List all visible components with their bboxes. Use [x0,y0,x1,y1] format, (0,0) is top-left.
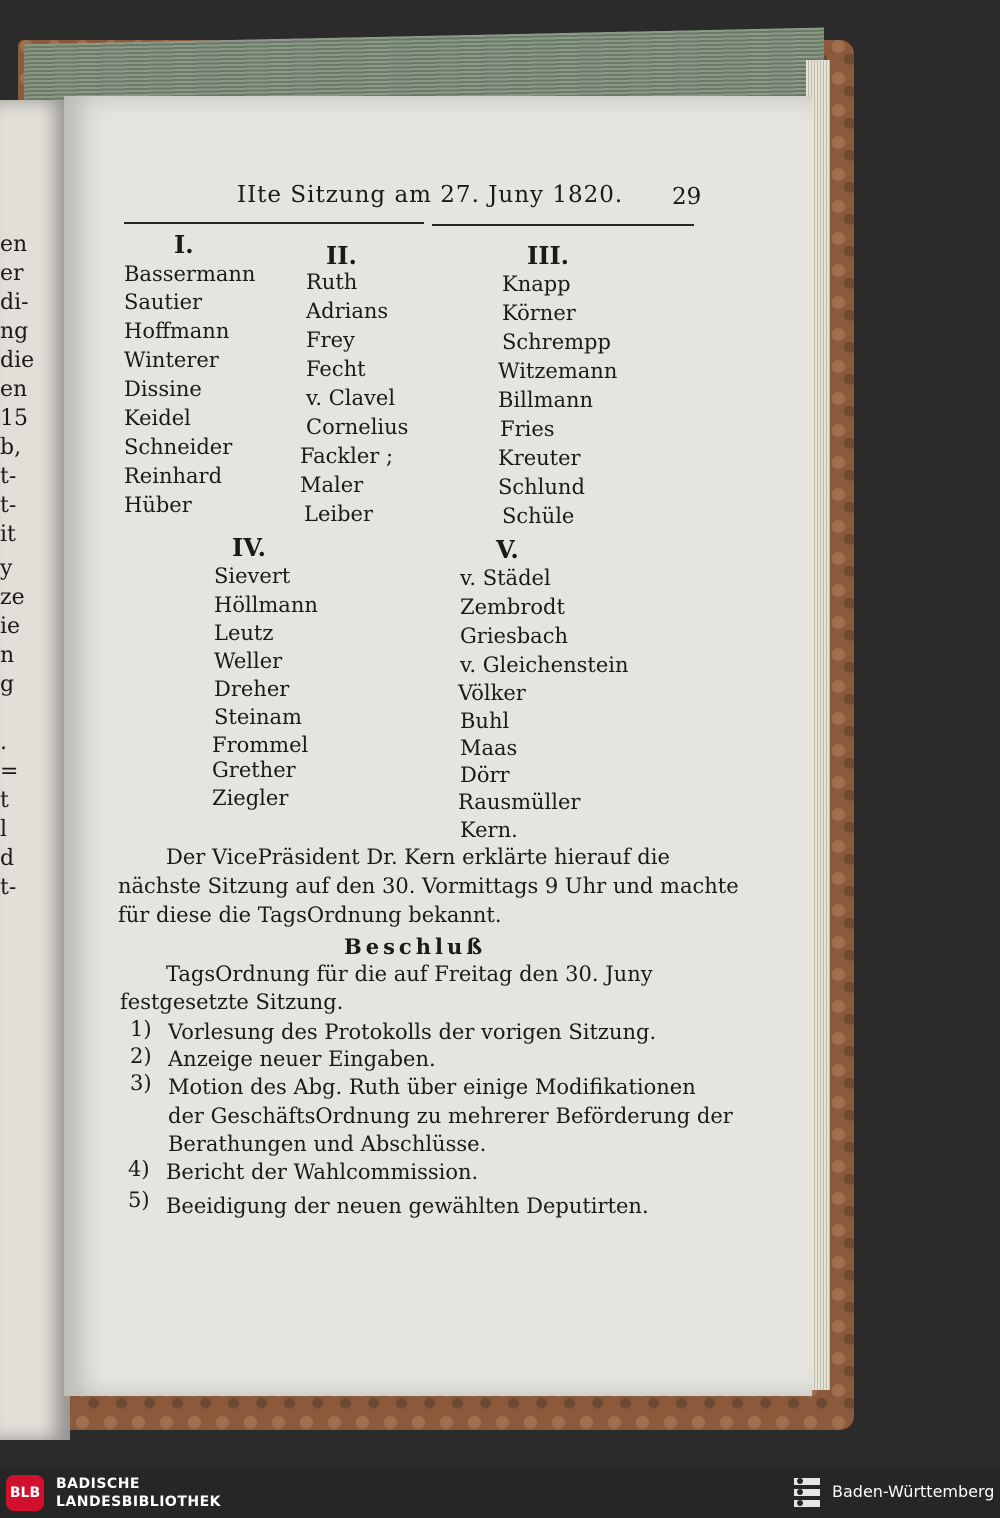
member-name: v. Gleichenstein [460,653,629,677]
member-name: Griesbach [460,624,568,648]
column-numeral: II. [326,241,357,270]
member-name: Schneider [124,435,233,459]
member-name: Grether [212,758,296,782]
member-name: Leutz [214,621,274,645]
agenda-line: Vorlesung des Protokolls der vorigen Sitzung. [168,1020,657,1044]
footer-bar [0,1468,1000,1518]
member-name: Leiber [304,502,373,526]
left-fragment: di- [0,290,29,315]
left-fragment: n [0,643,15,668]
agenda-line: Beeidigung der neuen gewählten Deputirten. [166,1194,649,1218]
member-name: Rausmüller [458,790,581,814]
column-numeral: V. [496,535,519,564]
member-name: Sievert [214,564,291,588]
member-name: v. Städel [460,566,551,590]
blb-logo[interactable]: BLB [6,1475,44,1511]
member-name: Witzemann [498,359,618,383]
member-name: Knapp [502,272,571,296]
member-name: Zembrodt [460,595,565,619]
member-name: Fecht [306,357,366,381]
library-name-line1: BADISCHE [56,1476,140,1492]
member-name: Keidel [124,406,191,430]
paragraph-line: Der VicePräsident Dr. Kern erklärte hierauf die [166,845,670,869]
page-number: 29 [672,184,702,210]
agenda-line: Berathungen und Abschlüsse. [168,1132,487,1156]
paragraph-line: festgesetzte Sitzung. [120,990,344,1014]
member-name: Buhl [460,709,510,733]
left-fragment: d [0,846,15,871]
member-name: Adrians [306,299,389,323]
member-name: Hüber [124,493,192,517]
agenda-number: 2) [130,1044,152,1068]
member-name: v. Clavel [306,386,396,410]
left-fragment: t [0,788,9,813]
member-name: Sautier [124,290,203,314]
member-name: Billmann [498,388,594,412]
member-name: Kreuter [498,446,581,470]
member-name: Frey [306,328,355,352]
member-name: Weller [214,649,283,673]
beschluss-heading: Beschluß [344,934,487,959]
running-header: IIte Sitzung am 27. Juny 1820. [237,182,624,208]
member-name: Höllmann [214,593,318,617]
column-numeral: IV. [232,533,267,562]
member-name: Maas [460,736,518,760]
agenda-number: 1) [130,1017,152,1041]
left-fragment: en [0,377,28,402]
paragraph-line: nächste Sitzung auf den 30. Vormittags 9 Uhr und machte [118,874,739,898]
member-name: Hoffmann [124,319,230,343]
left-fragment: 15 [0,406,28,431]
paragraph-line: für diese die TagsOrdnung bekannt. [118,903,502,927]
left-fragment: en [0,232,28,257]
left-fragment: . [0,730,7,755]
member-name: Schüle [502,504,575,528]
agenda-line: Motion des Abg. Ruth über einige Modifikationen [168,1075,696,1099]
member-name: Bassermann [124,262,256,286]
baden-wuerttemberg-label[interactable]: Baden-Württemberg [832,1482,995,1501]
paragraph-line: TagsOrdnung für die auf Freitag den 30. Juny [166,962,653,986]
member-name: Reinhard [124,464,223,488]
library-name-line2: LANDESBIBLIOTHEK [56,1494,222,1510]
member-name: Dissine [124,377,202,401]
member-name: Schrempp [502,330,611,354]
member-name: Körner [502,301,576,325]
left-fragment: l [0,817,8,842]
agenda-line: Bericht der Wahlcommission. [166,1160,479,1184]
agenda-number: 5) [128,1188,150,1212]
column-numeral: I. [174,230,194,259]
member-name: Frommel [212,733,309,757]
agenda-number: 4) [128,1157,150,1181]
member-name: Dreher [214,677,290,701]
member-name: Steinam [214,705,302,729]
member-name: Ziegler [212,786,289,810]
member-name: Völker [458,681,526,705]
bw-lions-icon [792,1474,822,1512]
member-name: Maler [300,473,364,497]
member-name: Fries [500,417,555,441]
left-fragment: t- [0,875,17,900]
header-rule-right [432,224,694,226]
member-name: Kern. [460,818,518,842]
left-fragment: b, [0,435,22,460]
left-fragment: g [0,672,15,697]
left-fragment: die [0,348,35,373]
left-fragment: t- [0,493,17,518]
column-numeral: III. [527,241,570,270]
left-fragment: y [0,556,13,581]
agenda-number: 3) [130,1071,152,1095]
left-fragment: ie [0,614,21,639]
header-rule-left [124,222,424,224]
agenda-line: der GeschäftsOrdnung zu mehrerer Beförderung der [168,1104,733,1128]
member-name: Ruth [306,270,358,294]
member-name: Cornelius [306,415,409,439]
member-name: Winterer [124,348,219,372]
left-fragment: er [0,261,24,286]
left-fragment: ze [0,585,25,610]
left-fragment: = [0,759,19,784]
member-name: Dörr [460,763,510,787]
left-fragment: t- [0,464,17,489]
member-name: Schlund [498,475,585,499]
left-fragment: it [0,522,16,547]
agenda-line: Anzeige neuer Eingaben. [168,1047,436,1071]
member-name: Fackler ; [300,444,394,468]
left-fragment: ng [0,319,29,344]
